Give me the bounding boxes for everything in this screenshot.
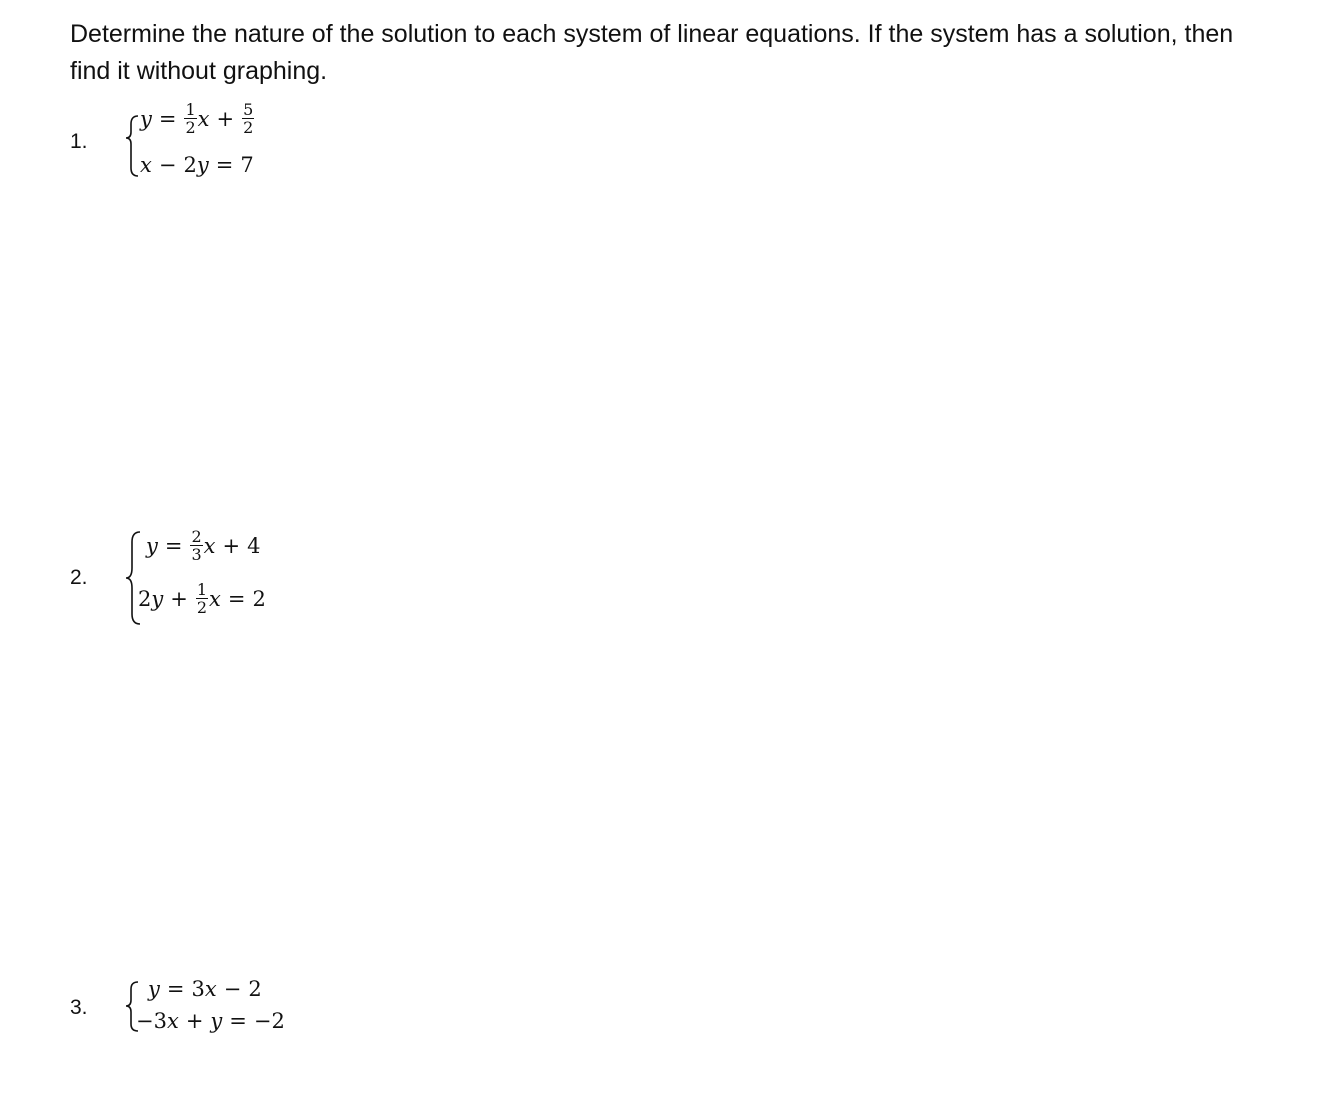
equation-2: −3 x + y = −2 (136, 1009, 285, 1033)
fraction: $\frac{1}{2}$ (185, 100, 196, 137)
left-brace-icon (122, 98, 142, 178)
problem-number: 2. (70, 566, 88, 589)
problem-number: 1. (70, 130, 88, 153)
equation-2: 2 y + $\frac{1}{2}$ x = 2 (138, 580, 266, 617)
fraction: $\frac{5}{2}$ (243, 100, 254, 137)
instructions-text: Determine the nature of the solution to each system of linear equations. If the system has a solution, then find it without graphing. (70, 20, 1234, 85)
fraction: $\frac{1}{2}$ (196, 580, 208, 617)
equation-2: x − 2 y = 7 (140, 153, 254, 177)
equation-1: y = $\frac{1}{2}$ x + $\frac{5}{2}$ (140, 100, 254, 137)
problem-number: 3. (70, 996, 88, 1019)
fraction: $\frac{2}{3}$ (191, 527, 202, 564)
equation-1: y = $\frac{2}{3}$ x + 4 (146, 527, 261, 564)
equation-1: y = 3 x − 2 (148, 977, 262, 1001)
